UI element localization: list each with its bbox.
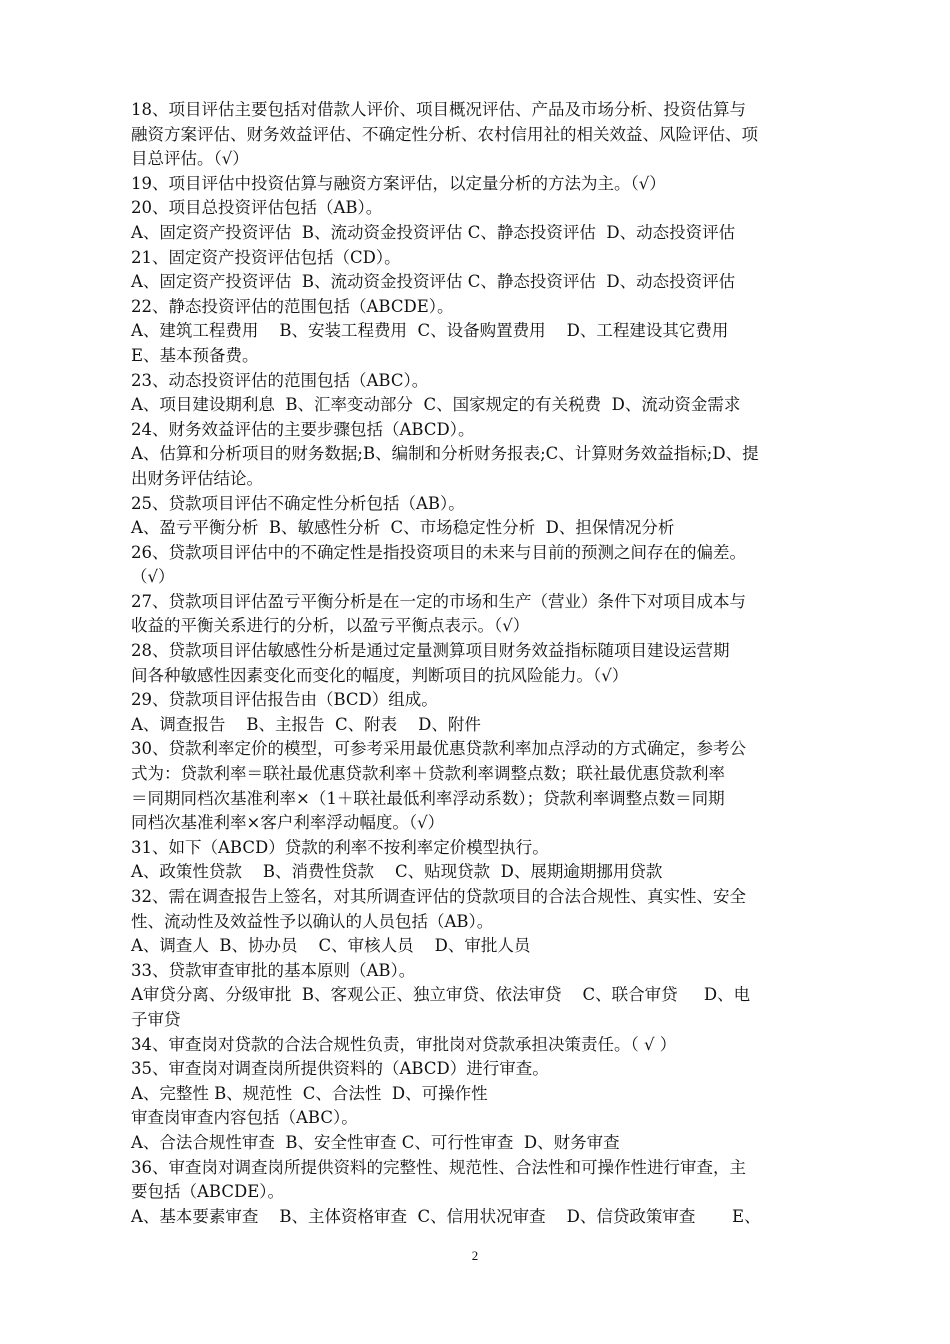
text-line: 22、静态投资评估的范围包括（ABCDE）。	[131, 296, 454, 316]
text-line: 29、贷款项目评估报告由（BCD）组成。	[131, 690, 438, 710]
text-line: ＝同期同档次基准利率×（1＋联社最低利率浮动系数）；贷款利率调整点数＝同期	[131, 788, 725, 808]
text-line: 31、如下（ABCD）贷款的利率不按利率定价模型执行。	[131, 837, 549, 857]
text-line: 19、项目评估中投资估算与融资方案评估，以定量分析的方法为主。（√）	[131, 173, 666, 193]
text-line: A、固定资产投资评估 B、流动资金投资评估 C、静态投资评估 D、动态投资评估	[131, 272, 736, 292]
text-line: 34、审查岗对贷款的合法合规性负责，审批岗对贷款承担决策责任。（ √ ）	[131, 1034, 677, 1054]
text-line: 25、贷款项目评估不确定性分析包括（AB）。	[131, 493, 465, 513]
text-line: 收益的平衡关系进行的分析，以盈亏平衡点表示。（√）	[131, 616, 530, 636]
text-line: 26、贷款项目评估中的不确定性是指投资项目的未来与目前的预测之间存在的偏差。	[131, 542, 746, 562]
text-line: E、基本预备费。	[131, 345, 259, 365]
text-line: 36、审查岗对调查岗所提供资料的完整性、规范性、合法性和可操作性进行审查，主	[131, 1157, 746, 1177]
text-line: A、建筑工程费用 B、安装工程费用 C、设备购置费用 D、工程建设其它费用	[131, 321, 729, 341]
page-number: 2	[471, 1248, 479, 1263]
text-line: A、项目建设期利息 B、汇率变动部分 C、国家规定的有关税费 D、流动资金需求	[131, 395, 741, 415]
text-line: 30、贷款利率定价的模型，可参考采用最优惠贷款利率加点浮动的方式确定，参考公	[131, 739, 746, 759]
text-line: 21、固定资产投资评估包括（CD）。	[131, 247, 401, 267]
text-line: A、完整性 B、规范性 C、合法性 D、可操作性	[131, 1083, 488, 1103]
text-line: 20、项目总投资评估包括（AB）。	[131, 198, 383, 218]
text-line: 式为：贷款利率＝联社最优惠贷款利率＋贷款利率调整点数；联社最优惠贷款利率	[131, 764, 725, 784]
text-line: 33、贷款审查审批的基本原则（AB）。	[131, 960, 416, 980]
text-line: A、合法合规性审查 B、安全性审查 C、可行性审查 D、财务审查	[131, 1132, 620, 1152]
document-body	[131, 98, 831, 1229]
text-line: A、基本要素审查 B、主体资格审查 C、信用状况审查 D、信贷政策审查 E、	[131, 1206, 761, 1226]
text-line: 27、贷款项目评估盈亏平衡分析是在一定的市场和生产（营业）条件下对项目成本与	[131, 591, 746, 611]
text-line: 审查岗审查内容包括（ABC）。	[131, 1108, 358, 1128]
text-line: 子审贷	[131, 1009, 181, 1029]
text-line: A审贷分离、分级审批 B、客观公正、独立审贷、依法审贷 C、联合审贷 D、电	[131, 985, 751, 1005]
text-line: A、调查报告 B、主报告 C、附表 D、附件	[131, 714, 481, 734]
text-line: 18、项目评估主要包括对借款人评价、项目概况评估、产品及市场分析、投资估算与	[131, 100, 746, 119]
text-line: （√）	[131, 567, 175, 587]
text-line: A、盈亏平衡分析 B、敏感性分析 C、市场稳定性分析 D、担保情况分析	[131, 518, 675, 538]
text-line: 目总评估。（√）	[131, 149, 249, 169]
text-line: A、估算和分析项目的财务数据;B、编制和分析财务报表;C、计算财务效益指标;D、提	[131, 444, 759, 464]
text-line: 要包括（ABCDE）。	[131, 1182, 284, 1202]
text-line: A、固定资产投资评估 B、流动资金投资评估 C、静态投资评估 D、动态投资评估	[131, 222, 736, 242]
text-line: 同档次基准利率×客户利率浮动幅度。（√）	[131, 813, 445, 833]
text-line: 28、贷款项目评估敏感性分析是通过定量测算项目财务效益指标随项目建设运营期	[131, 641, 730, 661]
text-line: 23、动态投资评估的范围包括（ABC）。	[131, 370, 429, 390]
text-line: 性、流动性及效益性予以确认的人员包括（AB）。	[131, 911, 494, 931]
text-line: A、政策性贷款 B、消费性贷款 C、贴现贷款 D、展期逾期挪用贷款	[131, 862, 663, 882]
text-line: 32、需在调查报告上签名，对其所调查评估的贷款项目的合法合规性、真实性、安全	[131, 887, 746, 906]
text-line: 间各种敏感性因素变化而变化的幅度，判断项目的抗风险能力。（√）	[131, 665, 629, 685]
text-line: 35、审查岗对调查岗所提供资料的（ABCD）进行审查。	[131, 1059, 549, 1079]
text-line: 出财务评估结论。	[131, 468, 263, 488]
text-line: 融资方案评估、财务效益评估、不确定性分析、农村信用社的相关效益、风险评估、项	[131, 124, 758, 144]
text-line: A、调查人 B、协办员 C、审核人员 D、审批人员	[131, 936, 531, 956]
text-line: 24、财务效益评估的主要步骤包括（ABCD）。	[131, 419, 475, 439]
